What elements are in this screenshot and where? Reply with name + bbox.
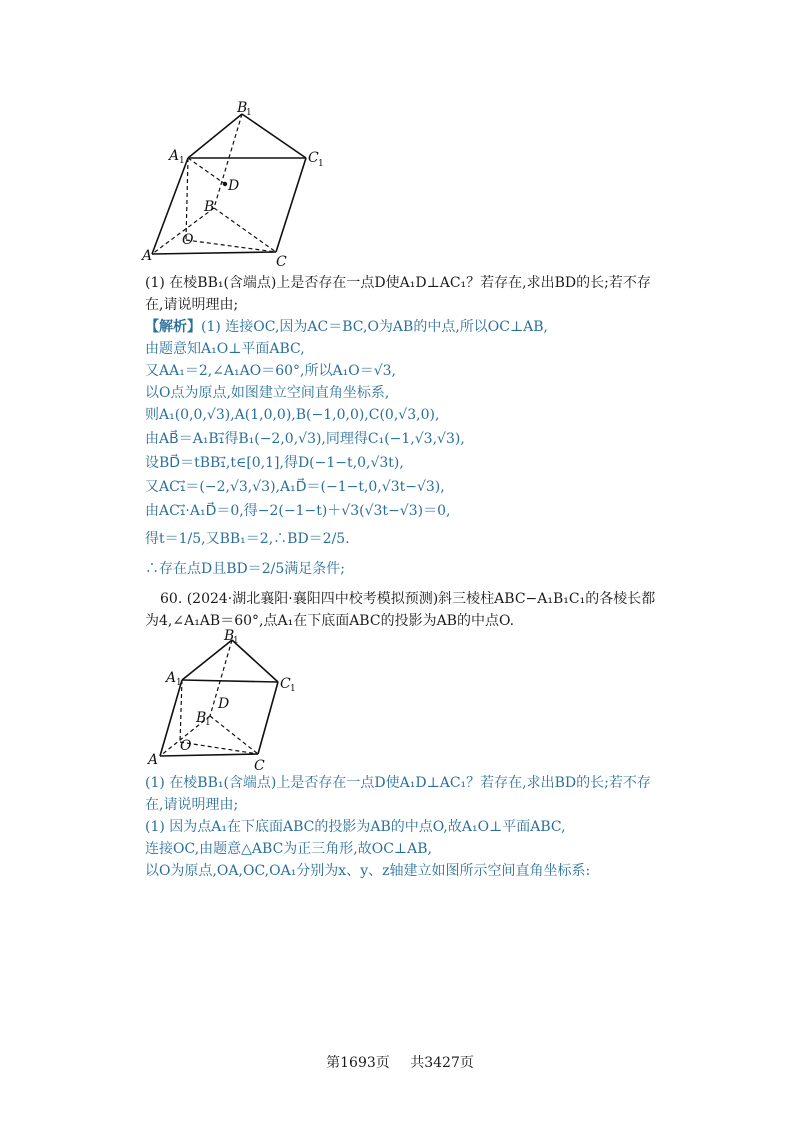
label-c1-sub: 1 <box>290 684 296 694</box>
p60-line2: 为4,∠A₁AB＝60°,点A₁在下底面ABC的投影为AB的中点O. <box>145 613 515 629</box>
label-b: B <box>196 710 207 726</box>
label-c1: C <box>308 150 319 166</box>
q2-question-line2: 在,请说明理由; <box>145 797 239 813</box>
p60-line1: 60. (2024·湖北襄阳·襄阳四中校考模拟预测)斜三棱柱ABC−A₁B₁C₁的各棱长都 <box>160 591 656 607</box>
q2-question-line1: (1) 在棱BB₁(含端点)上是否存在一点D使A₁D⊥AC₁？若存在,求出BD的长;若不存 <box>145 775 651 791</box>
q2-solution-line: 以O为原点,OA,OC,OA₁分别为x、y、z轴建立如图所示空间直角坐标系: <box>145 863 591 879</box>
q2-solution-line: (1) 因为点A₁在下底面ABC的投影为AB的中点O,故A₁O⊥平面ABC, <box>145 819 566 835</box>
q1-solution-line: 则A₁(0,0,√3),A(1,0,0),B(−1,0,0),C(0,√3,0), <box>145 407 440 423</box>
q1-question-line2: 在,请说明理由; <box>145 297 239 313</box>
q1-solution-line: 又AC₁⃗＝(−2,√3,√3),A₁D⃗＝(−1−t,0,√3t−√3), <box>145 479 445 495</box>
label-c1-sub: 1 <box>318 159 324 169</box>
label-c: C <box>276 254 287 270</box>
label-c1: C <box>280 676 291 692</box>
label-o: O <box>182 232 194 248</box>
q2-solution-line: 连接OC,由题意△ABC为正三角形,故OC⊥AB, <box>145 841 432 857</box>
q1-solution-line: 由题意知A₁O⊥平面ABC, <box>145 341 305 357</box>
label-b1: B <box>224 628 235 644</box>
q1-solution-line: 由AB⃗＝A₁B₁⃗得B₁(−2,0,√3),同理得C₁(−1,√3,√3), <box>145 431 465 447</box>
label-d: D <box>218 696 230 712</box>
label-a1: A <box>166 670 177 686</box>
q1-solution-line: 又AA₁＝2,∠A₁AO＝60°,所以A₁O＝√3, <box>145 363 396 379</box>
label-b-sub: 1 <box>205 718 211 728</box>
label-d: D <box>228 178 240 194</box>
label-b: B <box>204 199 215 215</box>
point-d-dot <box>223 182 227 186</box>
label-a: A <box>148 752 159 768</box>
q1-question-line1: (1) 在棱BB₁(含端点)上是否存在一点D使A₁D⊥AC₁？若存在,求出BD的长;若不存 <box>145 275 651 291</box>
page-total: 共3427页 <box>410 1055 474 1071</box>
q1-solution-line: 得t＝1/5,又BB₁＝2,∴BD＝2/5. <box>145 531 350 547</box>
label-a: A <box>142 248 153 264</box>
label-a1-sub: 1 <box>176 678 182 688</box>
page-footer <box>0 1052 800 1072</box>
q1-solution-line: 设BD⃗＝tBB₁⃗,t∈[0,1],得D(−1−t,0,√3t), <box>145 455 404 471</box>
label-b1: B <box>237 100 248 116</box>
label-b1-sub: 1 <box>233 636 239 646</box>
q1-solution-line: 以O点为原点,如图建立空间直角坐标系, <box>145 385 390 401</box>
prism-figure-2 <box>140 628 340 774</box>
solution-tag: 【解析】 <box>145 319 201 335</box>
label-a1: A <box>169 148 180 164</box>
q1-solution-line: 由AC₁⃗·A₁D⃗＝0,得−2(−1−t)＋√3(√3t−√3)＝0, <box>145 503 451 519</box>
prism-figure-1 <box>140 100 340 270</box>
label-c: C <box>254 758 265 774</box>
q1-solution-line: ∴存在点D且BD＝2/5满足条件; <box>145 561 345 577</box>
q1-solution-line: (1) 连接OC,因为AC＝BC,O为AB的中点,所以OC⊥AB, <box>201 319 548 335</box>
q1-solution-row-0 <box>145 316 548 338</box>
page-number: 第1693页 <box>326 1055 390 1071</box>
label-b1-sub: 1 <box>246 108 252 118</box>
label-a1-sub: 1 <box>179 156 185 166</box>
label-o: O <box>180 738 192 754</box>
